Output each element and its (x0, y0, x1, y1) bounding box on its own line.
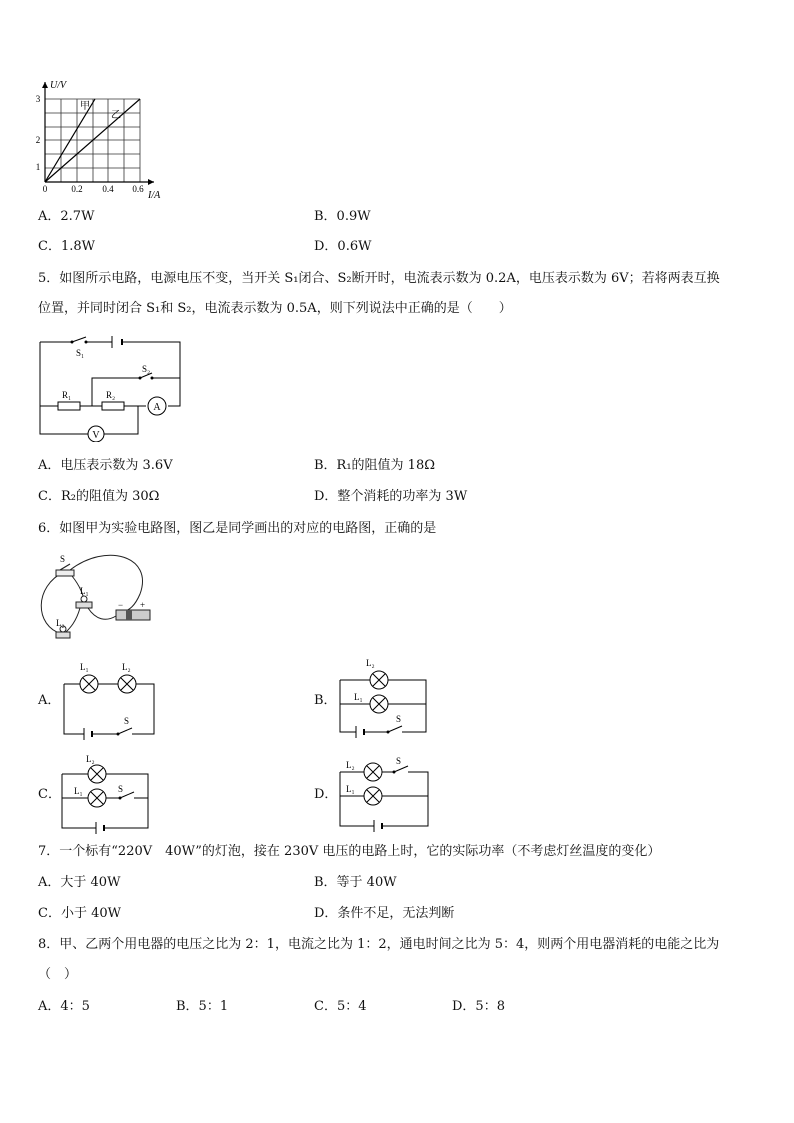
q8-option-a[interactable]: A．4：5 (38, 999, 90, 1014)
r1-label: R₁ (62, 390, 72, 400)
photo-l2-label: L₂ (56, 618, 65, 628)
ammeter-label: A (153, 402, 161, 413)
x-axis-label: I/A (148, 190, 161, 200)
d-l1-label: L₁ (346, 784, 355, 794)
physical-bulb-l1 (76, 602, 92, 608)
c-l1-label: L₁ (74, 786, 83, 796)
q8-option-b[interactable]: B．5：1 (176, 999, 229, 1014)
q4-option-a[interactable]: A．2.7W (38, 209, 95, 224)
physical-bulb-l2 (56, 632, 70, 638)
x-axis-arrow-icon (148, 179, 154, 185)
photo-plus-label: + (140, 600, 146, 610)
q5-option-a[interactable]: A．电压表示数为 3.6V (38, 458, 173, 473)
switch-s1 (72, 337, 86, 342)
q6-diagram-b[interactable] (336, 656, 436, 740)
q7-option-d[interactable]: D．条件不足，无法判断 (314, 906, 455, 921)
a-l2-label: L₂ (122, 662, 131, 672)
q6-physical-circuit (36, 546, 156, 646)
q5-stem-line1: 5．如图所示电路，电源电压不变，当开关 S₁闭合、S₂断开时，电流表示数为 0.2A，电压表示数为 6V；若将两表互换 (38, 271, 720, 286)
voltmeter-label: V (92, 430, 100, 441)
r2-label: R₂ (106, 390, 116, 400)
q5-circuit (36, 334, 186, 442)
q6-option-b-label[interactable]: B． (314, 693, 337, 708)
u-i-graph (30, 76, 170, 200)
a-s-label: S (124, 716, 130, 726)
line-jia-label: 甲 (80, 101, 90, 112)
q4-option-b[interactable]: B．0.9W (314, 209, 371, 224)
q8-stem-line1: 8．甲、乙两个用电器的电压之比为 2：1，电流之比为 1：2，通电时间之比为 5：4，则两个用电器消耗的电能之比为 (38, 937, 720, 952)
y-axis-label: U/V (50, 80, 67, 91)
q4-option-c[interactable]: C．1.8W (38, 239, 95, 254)
x-tick-0-4: 0.4 (102, 184, 114, 194)
q5-option-c[interactable]: C．R₂的阻值为 30Ω (38, 489, 160, 504)
physical-battery (116, 610, 150, 620)
origin-label: 0 (42, 184, 48, 194)
line-yi (45, 99, 140, 182)
photo-s-label: S (60, 554, 66, 564)
resistor-r2 (102, 402, 124, 410)
q8-option-c[interactable]: C．5：4 (314, 999, 367, 1014)
q6-option-c-label[interactable]: C． (38, 787, 61, 802)
b-l1-label: L₁ (354, 692, 363, 702)
q6-diagram-d[interactable] (336, 754, 434, 836)
photo-minus-label: − (118, 600, 124, 610)
s2-label: S₂ (142, 364, 151, 374)
d-l2-label: L₂ (346, 760, 355, 770)
q7-stem: 7．一个标有“220V 40W”的灯泡，接在 230V 电压的电路上时，它的实际功率（不考虑灯丝温度的变化） (38, 844, 661, 859)
q6-diagram-c[interactable] (58, 754, 154, 836)
q6-option-a-label[interactable]: A． (38, 693, 61, 708)
q5-stem-line2: 位置，并同时闭合 S₁和 S₂，电流表示数为 0.5A，则下列说法中正确的是（ ） (38, 301, 512, 316)
q4-option-d[interactable]: D．0.6W (314, 239, 372, 254)
photo-l1-label: L₁ (80, 586, 89, 596)
y-tick-2: 2 (35, 135, 41, 145)
q6-diagram-a[interactable] (60, 656, 160, 740)
q6-stem: 6．如图甲为实验电路图，图乙是同学画出的对应的电路图，正确的是 (38, 521, 437, 536)
switch-icon (388, 726, 402, 732)
q8-stem-line2: （ ） (38, 967, 78, 982)
q7-option-b[interactable]: B．等于 40W (314, 875, 397, 890)
y-tick-3: 3 (35, 94, 41, 104)
c-s-label: S (118, 784, 124, 794)
q7-option-a[interactable]: A．大于 40W (38, 875, 121, 890)
b-l2-label: L₂ (366, 658, 375, 668)
y-tick-1: 1 (35, 162, 41, 172)
q8-option-d[interactable]: D．5：8 (452, 999, 505, 1014)
a-l1-label: L₁ (80, 662, 89, 672)
c-l2-label: L₂ (86, 754, 95, 764)
q5-option-d[interactable]: D．整个消耗的功率为 3W (314, 489, 468, 504)
line-yi-label: 乙 (111, 110, 121, 121)
x-tick-0-6: 0.6 (132, 184, 144, 194)
y-axis-arrow-icon (42, 82, 48, 88)
d-s-label: S (396, 756, 402, 766)
s1-label: S₁ (76, 348, 85, 358)
x-tick-0-2: 0.2 (71, 184, 83, 194)
switch-icon (394, 766, 408, 772)
resistor-r1 (58, 402, 80, 410)
q6-option-d-label[interactable]: D． (314, 787, 338, 802)
b-s-label: S (396, 714, 402, 724)
q5-option-b[interactable]: B．R₁的阻值为 18Ω (314, 458, 436, 473)
physical-switch (56, 570, 74, 576)
q7-option-c[interactable]: C．小于 40W (38, 906, 121, 921)
switch-icon (118, 728, 132, 734)
